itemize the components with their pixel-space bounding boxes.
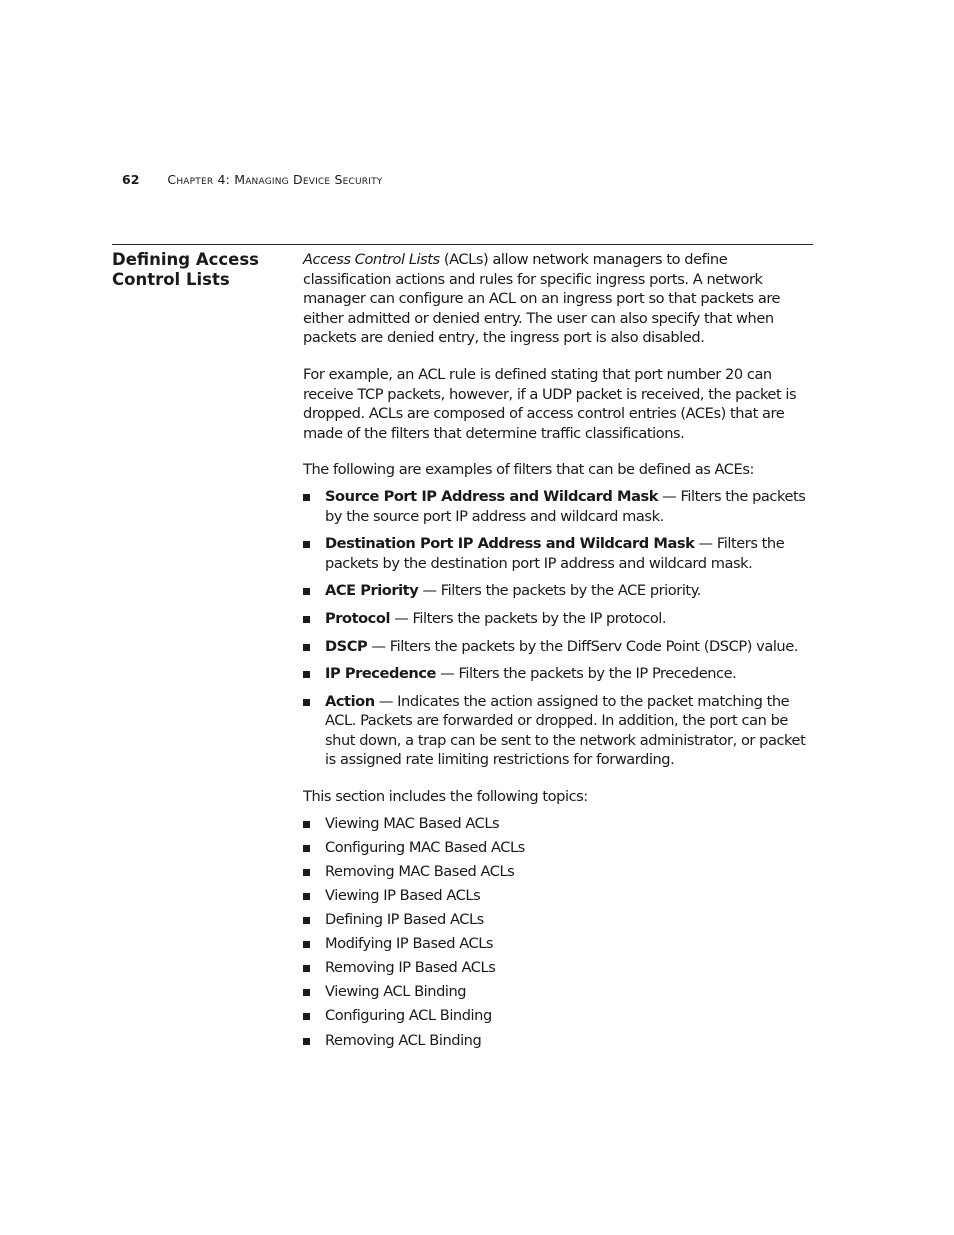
square-bullet-icon: [303, 699, 310, 706]
filters-list: [303, 487, 815, 770]
list-item: [303, 910, 815, 930]
filter-term: IP Precedence: [325, 665, 436, 683]
section-title: Defining Access Control Lists: [112, 250, 259, 289]
filter-term: Source Port IP Address and Wildcard Mask: [325, 487, 658, 505]
list-item: [303, 958, 815, 978]
page-number: 62: [122, 172, 140, 187]
list-item: [303, 1031, 815, 1051]
square-bullet-icon: [303, 644, 310, 651]
topic-label: Modifying IP Based ACLs: [325, 935, 494, 953]
list-item: [303, 534, 815, 573]
square-bullet-icon: [303, 917, 310, 924]
square-bullet-icon: [303, 989, 310, 996]
square-bullet-icon: [303, 845, 310, 852]
filter-desc: — Filters the packets by the IP Precedence.: [435, 665, 737, 683]
list-item: [303, 637, 815, 657]
list-item: [303, 487, 815, 526]
topic-label: Configuring ACL Binding: [325, 1007, 492, 1025]
topics-list: [303, 814, 815, 1050]
square-bullet-icon: [303, 941, 310, 948]
filter-term: ACE Priority: [325, 582, 419, 600]
list-item: [303, 886, 815, 906]
square-bullet-icon: [303, 965, 310, 972]
square-bullet-icon: [303, 588, 310, 595]
filter-term: Destination Port IP Address and Wildcard Mask: [325, 535, 695, 553]
topic-label: Removing IP Based ACLs: [325, 959, 496, 977]
example-paragraph: For example, an ACL rule is defined stating that port number 20 can receive TCP packets, however, if a UDP packet is received, the packet is dropped. ACLs are composed of access control entries (ACEs) that are made of the filters that determine traffic classifications.: [303, 365, 797, 442]
list-item: [303, 609, 815, 629]
list-item: [303, 581, 815, 601]
intro-text: (ACLs) allow network managers to define classification actions and rules for specific ingress ports. A network manager can configure an ACL on an ingress port so that packets are either admitted or denied entry. The user can also specify that when packets are denied entry, the ingress port is also disabled.: [303, 251, 781, 347]
section-divider: [112, 244, 813, 245]
square-bullet-icon: [303, 616, 310, 623]
square-bullet-icon: [303, 541, 310, 548]
topic-label: Removing ACL Binding: [325, 1031, 482, 1049]
list-item: [303, 934, 815, 954]
intro-italic-term: Access Control Lists: [303, 251, 440, 268]
topic-label: Defining IP Based ACLs: [325, 911, 484, 929]
list-item: [303, 1006, 815, 1026]
list-item: [303, 664, 815, 684]
filter-desc: — Filters the packets by the IP protocol.: [390, 609, 667, 627]
filter-desc: — Filters the packets by the destination port IP address and wildcard mask.: [325, 535, 785, 572]
topic-label: Viewing ACL Binding: [325, 983, 467, 1001]
square-bullet-icon: [303, 671, 310, 678]
filter-desc: — Filters the packets by the DiffServ Code Point (DSCP) value.: [367, 637, 798, 655]
body-column: [303, 250, 815, 1055]
list-item: [303, 838, 815, 858]
square-bullet-icon: [303, 494, 310, 501]
square-bullet-icon: [303, 821, 310, 828]
square-bullet-icon: [303, 893, 310, 900]
list-item: [303, 982, 815, 1002]
filter-term: Action: [325, 692, 375, 710]
intro-paragraph: [303, 250, 815, 348]
topic-label: Configuring MAC Based ACLs: [325, 838, 525, 856]
filter-desc: — Filters the packets by the source port IP address and wildcard mask.: [325, 487, 806, 525]
list-item: [303, 692, 815, 770]
chapter-title: Chapter 4: Managing Device Security: [167, 172, 383, 187]
list-item: [303, 814, 815, 834]
filter-term: Protocol: [325, 609, 391, 627]
filter-desc: — Filters the packets by the ACE priority.: [418, 582, 701, 600]
square-bullet-icon: [303, 1013, 310, 1020]
filters-intro: The following are examples of filters that can be defined as ACEs:: [303, 461, 754, 479]
filter-desc: — Indicates the action assigned to the packet matching the ACL. Packets are forwarded or dropped. In addition, the port can be shut down, a trap can be sent to the network administrator, or packet is assigned rate limiting restrictions for forwarding.: [325, 692, 806, 769]
list-item: [303, 862, 815, 882]
topics-intro: This section includes the following topics:: [303, 788, 588, 806]
running-header: [122, 172, 382, 187]
topic-label: Viewing MAC Based ACLs: [325, 814, 500, 832]
square-bullet-icon: [303, 869, 310, 876]
topic-label: Removing MAC Based ACLs: [325, 862, 515, 880]
square-bullet-icon: [303, 1038, 310, 1045]
filter-term: DSCP: [325, 637, 368, 655]
topic-label: Viewing IP Based ACLs: [325, 886, 481, 904]
